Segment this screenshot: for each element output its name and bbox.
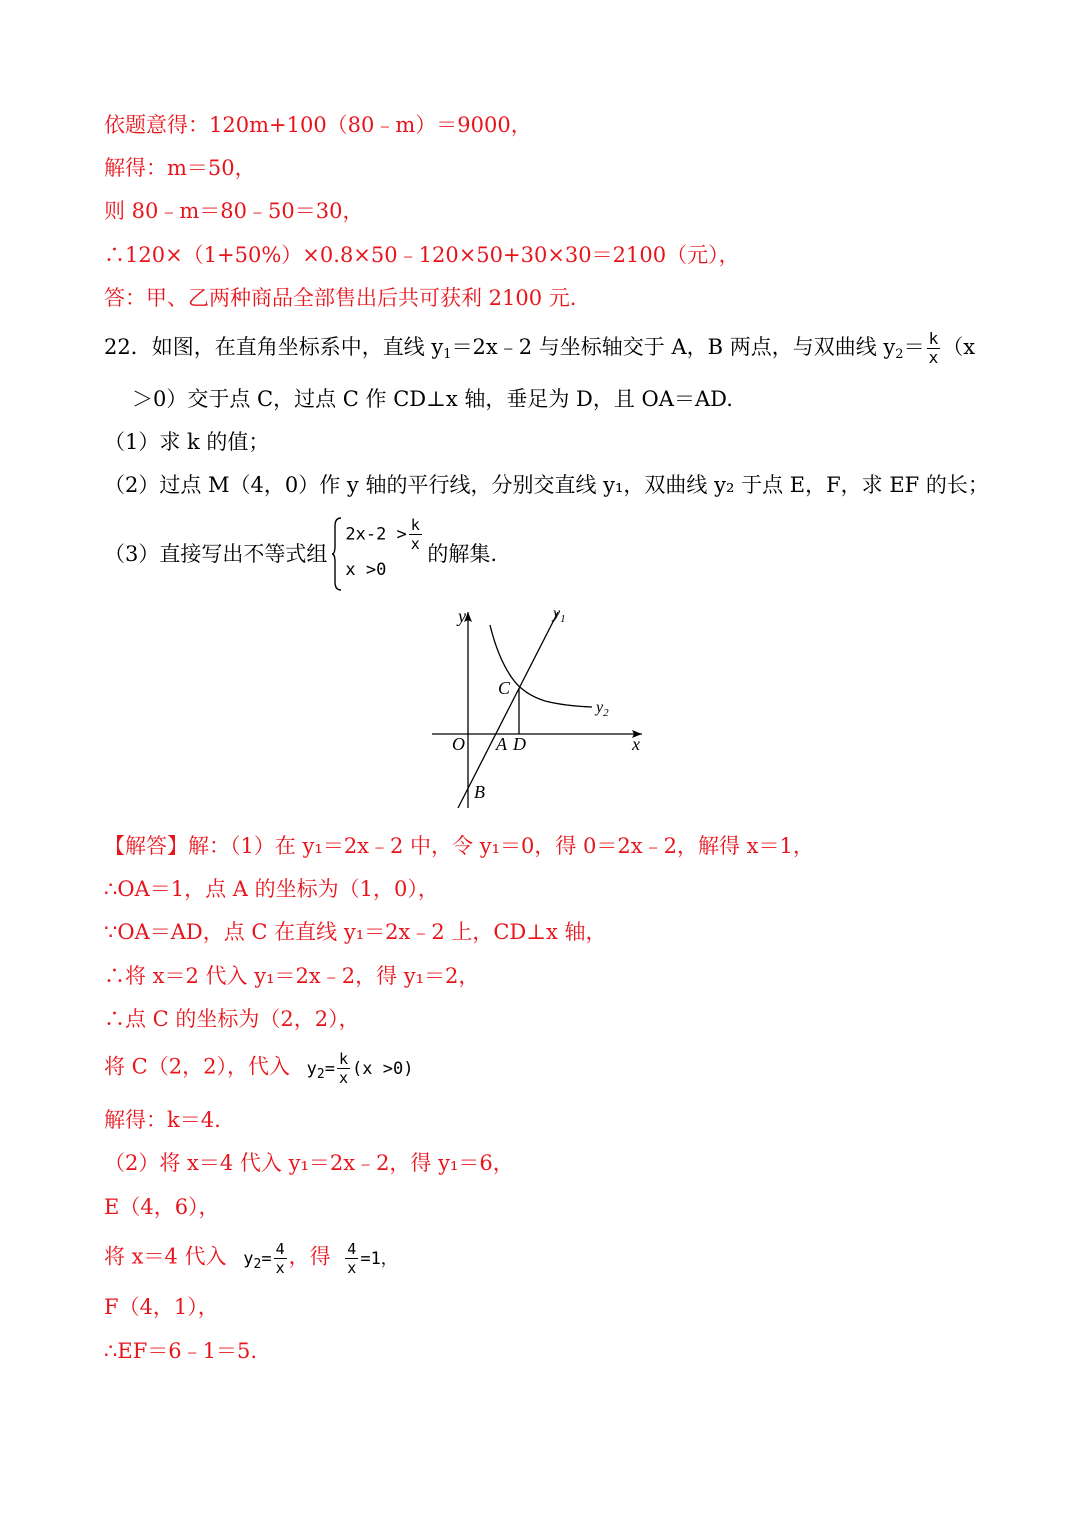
question-stem-line2: ＞0）交于点 C，过点 C 作 CD⊥x 轴，垂足为 D，且 OA＝AD. (132, 387, 733, 411)
answer-line-2: ∴OA＝1，点 A 的坐标为（1，0）， (104, 877, 439, 901)
answer-line-3: ∵OA＝AD，点 C 在直线 y₁＝2x﹣2 上，CD⊥x 轴， (104, 920, 607, 944)
prev-solution-answer: 答：甲、乙两种商品全部售出后共可获利 2100 元. (104, 286, 577, 310)
answer-line-8: （2）将 x＝4 代入 y₁＝2x﹣2，得 y₁＝6， (104, 1151, 514, 1175)
answer-line-6: 将 C（2，2），代入 $y_2=$ $\frac{k}{x}$ (x >0) (104, 1050, 414, 1087)
label-point-b: B (474, 782, 485, 802)
line-y1 (458, 612, 558, 808)
answer-line-5: ∴点 C 的坐标为（2，2）， (104, 1007, 360, 1031)
question-part-2: （2）过点 M（4，0）作 y 轴的平行线，分别交直线 y₁，双曲线 y₂ 于点 E，F，求 EF 的长； (104, 473, 989, 497)
prev-solution-line-3: 则 80﹣m＝80﹣50＝30， (104, 199, 364, 223)
label-x-axis: x (632, 734, 640, 754)
answer-line-10: 将 x＝4 代入 $y_2=$ $\frac{4}{x}$ ，得 $\frac{4}{x}$ =1， (104, 1240, 398, 1277)
label-y1: $y_1$ (553, 605, 566, 625)
label-y-axis: y (458, 606, 466, 626)
inequality-system (331, 516, 427, 592)
answer-line-9: E（4，6）， (104, 1195, 220, 1219)
answer-line-11: F（4，1）， (104, 1295, 219, 1319)
answer-tag: 【解答】 (104, 834, 188, 858)
label-origin: O (452, 734, 465, 754)
inequality-2: x >0 (345, 560, 387, 580)
answer-line-7: 解得：k＝4. (104, 1108, 221, 1132)
question-number: 22． (104, 335, 152, 359)
prev-solution-line-2: 解得：m＝50， (104, 156, 256, 180)
prev-solution-line-4: ∴120×（1+50%）×0.8×50﹣120×50+30×30＝2100（元）， (104, 243, 740, 267)
question-part-3: （3）直接写出不等式组 2x-2 > $\frac{k}{x}$ x >0 的解集. (104, 516, 497, 594)
formula-y2-4-over-x: $y_2=$ $\frac{4}{x}$ (243, 1240, 285, 1277)
left-brace-icon (331, 516, 343, 592)
formula-y2: $y_2=$ $\frac{k}{x}$ (x >0) (306, 1050, 414, 1087)
answer-line-12: ∴EF＝6﹣1＝5. (104, 1339, 258, 1363)
formula-4-over-x-eq-1: $\frac{4}{x}$ =1， (347, 1240, 398, 1277)
label-y2: $y_2$ (596, 699, 609, 719)
answer-line-1: 【解答】解：（1）在 y₁＝2x﹣2 中，令 y₁＝0，得 0＝2x﹣2，解得 x＝1， (104, 834, 814, 858)
question-part-1: （1）求 k 的值； (104, 430, 270, 454)
label-point-d: D (513, 734, 526, 754)
inequality-1: 2x-2 > $\frac{k}{x}$ (345, 516, 420, 553)
label-point-a: A (496, 734, 507, 754)
prev-solution-line-1: 依题意得：120m+100（80﹣m）＝9000， (104, 113, 532, 137)
label-point-c: C (498, 678, 511, 698)
question-stem: 22．如图，在直角坐标系中，直线 $y_1=2x﹣2$ 与坐标轴交于 A，B 两点，与双曲线 $y_2=$ $\frac{k}{x}$ （x (104, 329, 976, 367)
coordinate-figure (420, 598, 660, 813)
answer-line-4: ∴将 x＝2 代入 y₁＝2x﹣2，得 y₁＝2， (104, 964, 480, 988)
fraction-k-over-x: $\frac{k}{x}$ (928, 329, 939, 367)
